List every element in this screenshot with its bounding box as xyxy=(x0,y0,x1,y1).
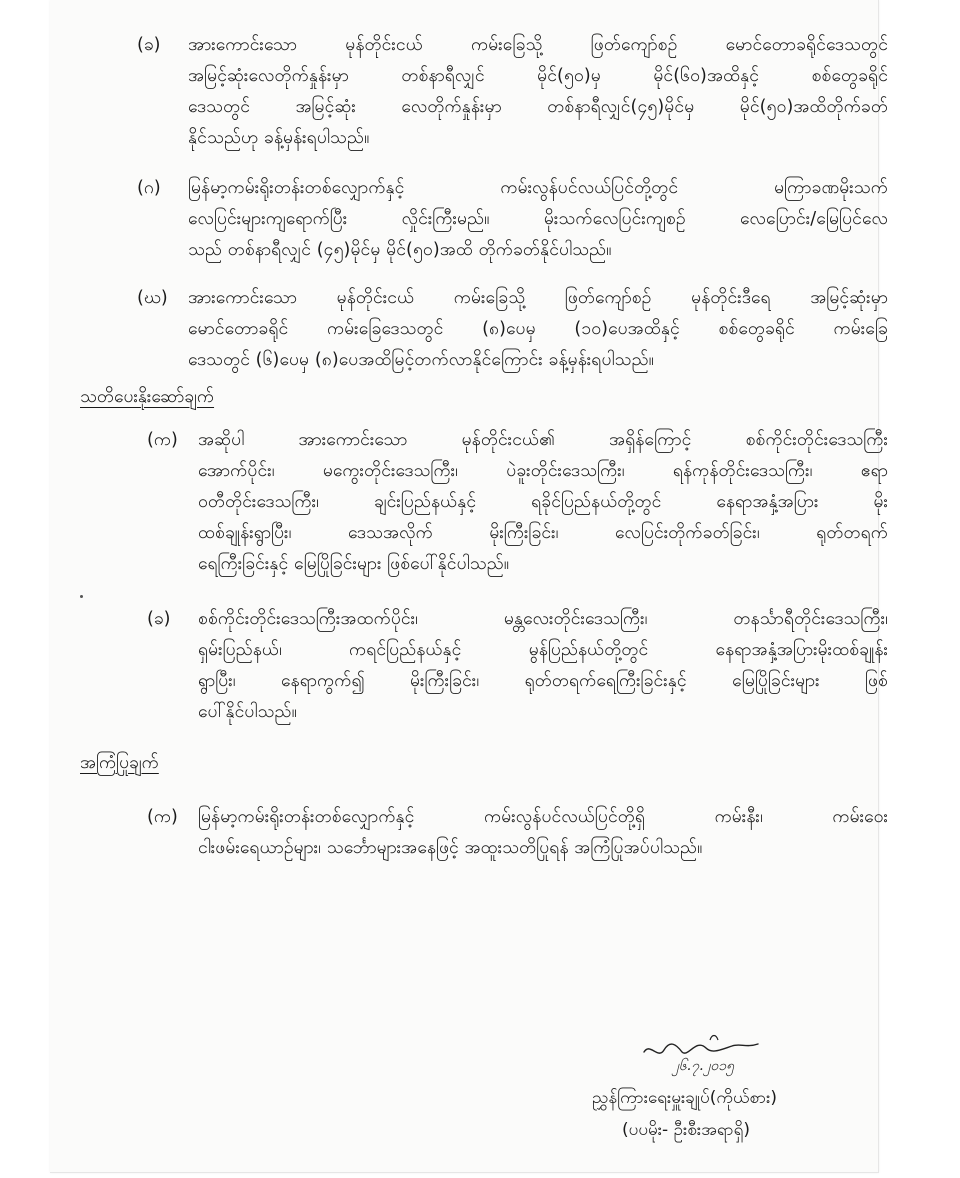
advice-paragraph-fishing-vessels xyxy=(198,802,888,864)
paragraph-number: (က) xyxy=(147,807,178,827)
warning-paragraph-heavy-rain-south xyxy=(198,425,888,580)
signatory-title: ညွှန်ကြားရေးမှူးချုပ်(ကိုယ်စား) xyxy=(592,1088,778,1108)
text-line: အမြင့်ဆုံးလေတိုက်နှုန်းမှာ တစ်နာရီလျှင် မိုင်(၅၀)မှ မိုင်(၆၀)အထိနှင့် စစ်တွေခရိုင် xyxy=(188,66,888,86)
text-line: အောက်ပိုင်း၊ မကွေးတိုင်းဒေသကြီး၊ ပဲခူးတိုင်းဒေသကြီး၊ ရန်ကုန်တိုင်းဒေသကြီး၊ ဧရာ xyxy=(198,461,888,481)
paragraph-number: (ဂ) xyxy=(137,178,161,198)
text-line: ရွာပြီး၊ နေရာကွက်၍ မိုးကြီးခြင်း၊ ရုတ်တရက်ရေကြီးခြင်းနှင့် မြေပြိုခြင်းများ ဖြစ် xyxy=(198,671,888,691)
warning-paragraph-heavy-rain-north xyxy=(198,604,888,728)
text-line: ရေကြီးခြင်းနှင့် မြေပြိုခြင်းများ ဖြစ်ပေါ်နိုင်ပါသည်။ xyxy=(198,554,510,574)
text-line: ဒေသတွင် (၆)ပေမှ (၈)ပေအထိမြင့်တက်လာနိုင်ကြောင်း ခန့်မှန်းရပါသည်။ xyxy=(188,350,654,370)
text-line: ဝတီတိုင်းဒေသကြီး၊ ချင်းပြည်နယ်နှင့် ရခိုင်ပြည်နယ်တို့တွင် နေရာအနှံ့အပြား မိုး xyxy=(198,492,888,512)
text-line: မြန်မာ့ကမ်းရိုးတန်းတစ်လျှောက်နှင့် ကမ်းလွန်ပင်လယ်ပြင်တို့တွင် မကြာခဏမိုးသက် xyxy=(188,178,888,198)
text-line: ပေါ်နိုင်ပါသည်။ xyxy=(198,702,297,722)
text-line: မြန်မာ့ကမ်းရိုးတန်းတစ်လျှောက်နှင့် ကမ်းလွန်ပင်လယ်ပြင်တို့ရှိ ကမ်းနီး၊ ကမ်းဝေး xyxy=(198,807,888,827)
paragraph-number: (ခ) xyxy=(137,35,161,55)
text-line: လေပြင်းများကျရောက်ပြီး လှိုင်းကြီးမည်။ မိုးသက်လေပြင်းကျစဥ် လေပြောင်း/မြေပြင်လေ xyxy=(188,209,888,229)
text-line: စစ်ကိုင်းတိုင်းဒေသကြီးအထက်ပိုင်း၊ မန္တလေးတိုင်းဒေသကြီး၊ တနင်္သာရီတိုင်းဒေသကြီး၊ xyxy=(198,609,888,629)
text-line: ရှမ်းပြည်နယ်၊ ကရင်ပြည်နယ်နှင့် မွန်ပြည်နယ်တို့တွင် နေရာအနှံ့အပြားမိုးထစ်ချုန်း xyxy=(198,640,888,660)
text-line: အဆိုပါ အားကောင်းသော မုန်တိုင်းငယ်၏ အရှိန်ကြောင့် စစ်ကိုင်းတိုင်းဒေသကြီး xyxy=(198,430,888,450)
paragraph-number: (က) xyxy=(147,430,178,450)
forecast-paragraph-storm-surge xyxy=(188,283,888,376)
advice-heading: အကြံပြုချက် xyxy=(80,753,159,773)
signatory-name: (ပပမိုး- ဦးစီးအရာရှိ) xyxy=(622,1120,750,1140)
text-line: အားကောင်းသော မုန်တိုင်းငယ် ကမ်းခြေသို့ ဖြတ်ကျော်စဥ် မုန်တိုင်းဒီရေ အမြင့်ဆုံးမှာ xyxy=(188,288,888,308)
text-line: နိုင်သည်ဟု ခန့်မှန်းရပါသည်။ xyxy=(188,128,370,148)
text-line: ထစ်ချုန်းရွာပြီး၊ ဒေသအလိုက် မိုးကြီးခြင်း၊ လေပြင်းတိုက်ခတ်ခြင်း၊ ရုတ်တရက် xyxy=(198,523,888,543)
warning-heading: သတိပေးနိုးဆော်ချက် xyxy=(80,387,215,407)
forecast-paragraph-squalls xyxy=(188,173,888,266)
text-line: မောင်တောခရိုင် ကမ်းခြေဒေသတွင် (၈)ပေမှ (၁၀)ပေအထိနှင့် စစ်တွေခရိုင် ကမ်းခြေ xyxy=(188,319,888,339)
text-line: သည် တစ်နာရီလျှင် (၄၅)မိုင်မှ မိုင်(၅၀)အထိ တိုက်ခတ်နိုင်ပါသည်။ xyxy=(188,240,612,260)
text-line: ဒေသတွင် အမြင့်ဆုံး လေတိုက်နှုန်းမှာ တစ်နာရီလျှင်(၄၅)မိုင်မှ မိုင်(၅၀)အထိတိုက်ခတ် xyxy=(188,97,888,117)
signature-block xyxy=(580,1030,880,1160)
scan-speck xyxy=(80,595,83,598)
text-line: ငါးဖမ်းရေယာဥ်များ၊ သင်္ဘောများအနေဖြင့် အထူးသတိပြုရန် အကြံပြုအပ်ပါသည်။ xyxy=(198,838,703,858)
text-line: အားကောင်းသော မုန်တိုင်းငယ် ကမ်းခြေသို့ ဖြတ်ကျော်စဥ် မောင်တောခရိုင်ဒေသတွင် xyxy=(188,35,888,55)
signature-date: ၂၆.၇.၂၀၁၅ xyxy=(672,1058,735,1074)
paragraph-number: (ခ) xyxy=(147,609,171,629)
forecast-paragraph-wind xyxy=(188,30,888,154)
paragraph-number: (ဃ) xyxy=(137,288,168,308)
